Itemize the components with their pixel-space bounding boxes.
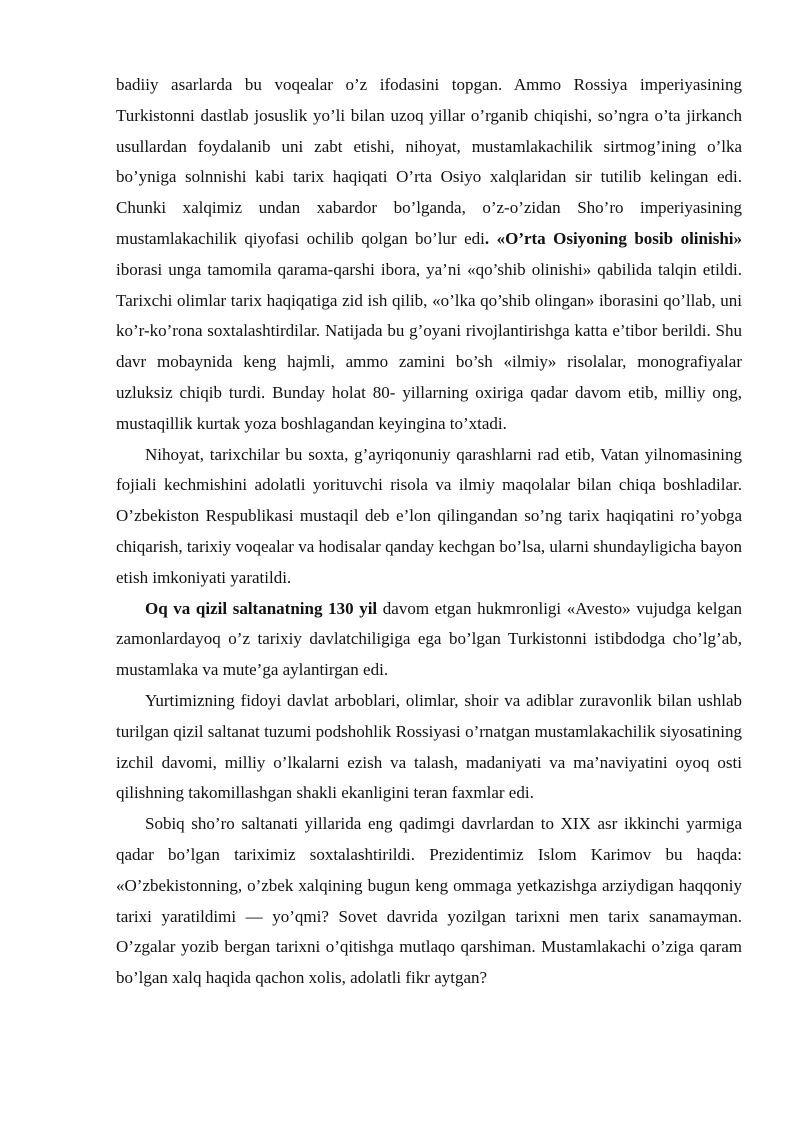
paragraph-1-text-b: iborasi unga tamomila qarama-qarshi ibora, ya’ni «qo’shib olinishi» qabilida talqin etildi. Tarixchi olimlar tarix haqiqatiga zid ish qilib, «o’lka qo’shib olingan» iborasini qo’llab, uni ko’r-ko’rona soxtalashtirdilar. Natijada bu g’oyani rivojlantirishga katta e’tibor berildi. Shu davr mobaynida keng hajmli, ammo zamini bo’sh «ilmiy» risolalar, monografiyalar uzluksiz chiqib turdi. Bunday holat 80- yillarning oxiriga qadar davom etib, milliy ong, mustaqillik kurtak yoza boshlagandan keyingina to’xtadi. (116, 259, 742, 433)
paragraph-2: Nihoyat, tarixchilar bu soxta, g’ayriqonuniy qarashlarni rad etib, Vatan yilnomasining fojiali kechmishini adolatli yorituvchi risola va ilmiy maqolalar bilan chiqa boshladilar. O’zbekiston Respublikasi mustaqil deb e’lon qilingandan so’ng tarix haqiqatini ro’yobga chiqarish, tarixiy voqealar va hodisalar qanday kechgan bo’lsa, ularni shundayligicha bayon etish imkoniyati yaratildi. (116, 444, 742, 587)
paragraph-1-bold-phrase: . «O’rta Osiyoning bosib olinishi» (484, 228, 742, 248)
paragraph-3-text: davom etgan hukmronligi «Avesto» vujudga kelgan zamonlardayoq o’z tarixiy davlatchiligiga ega bo’lgan Turkistonni istibdodga cho’lg’ab, mustamlaka va mute’ga aylantirgan edi. (116, 598, 742, 680)
paragraph-5: Sobiq sho’ro saltanati yillarida eng qadimgi davrlardan to XIX asr ikkinchi yarmiga qadar bo’lgan tariximiz soxtalashtirildi. Prezidentimiz Islom Karimov bu haqda: «O’zbekistonning, o’zbek xalqining bugun keng ommaga yetkazishga arziydigan haqqoniy tarixi yaratildimi — yo’qmi? Sovet davrida yozilgan tarixni men tarix sanamayman. O’zgalar yozib bergan tarixni o’qitishga mutlaqo qarshiman. Mustamlakachi o’ziga qaram bo’lgan xalq haqida qachon xolis, adolatli fikr aytgan? (116, 814, 742, 988)
document-page (116, 70, 742, 994)
paragraph-3 (116, 594, 742, 686)
paragraph-3-bold-phrase: Oq va qizil saltanatning 130 yil (145, 598, 378, 618)
paragraph-1 (116, 70, 742, 440)
paragraph-1-text-a: badiiy asarlarda bu voqealar o’z ifodasini topgan. Ammo Rossiya imperiyasining Turkistonni dastlab josuslik yo’li bilan uzoq yillar o’rganib chiqishi, so’ngra o’ta jirkanch usullardan foydalanib uni zabt etishi, nihoyat, mustamlakachilik sirtmog’ining o’lka bo’yniga solnnishi kabi tarix haqiqati O’rta Osiyo xalqlaridan sir tutilib kelingan edi. Chunki xalqimiz undan xabardor bo’lganda, o’z-o’zidan Sho’ro imperiyasining mustamlakachilik qiyofasi ochilib qolgan bo’lur edi (116, 75, 742, 248)
paragraph-4: Yurtimizning fidoyi davlat arboblari, olimlar, shoir va adiblar zuravonlik bilan ushlab turilgan qizil saltanat tuzumi podshohlik Rossiyasi o’rnatgan mustamlakachilik siyosatining izchil davomi, milliy o’lkalarni ezish va talash, madaniyati va ma’naviyatini oyoq osti qilishning takomillashgan shakli ekanligini teran faxmlar edi. (116, 690, 742, 803)
